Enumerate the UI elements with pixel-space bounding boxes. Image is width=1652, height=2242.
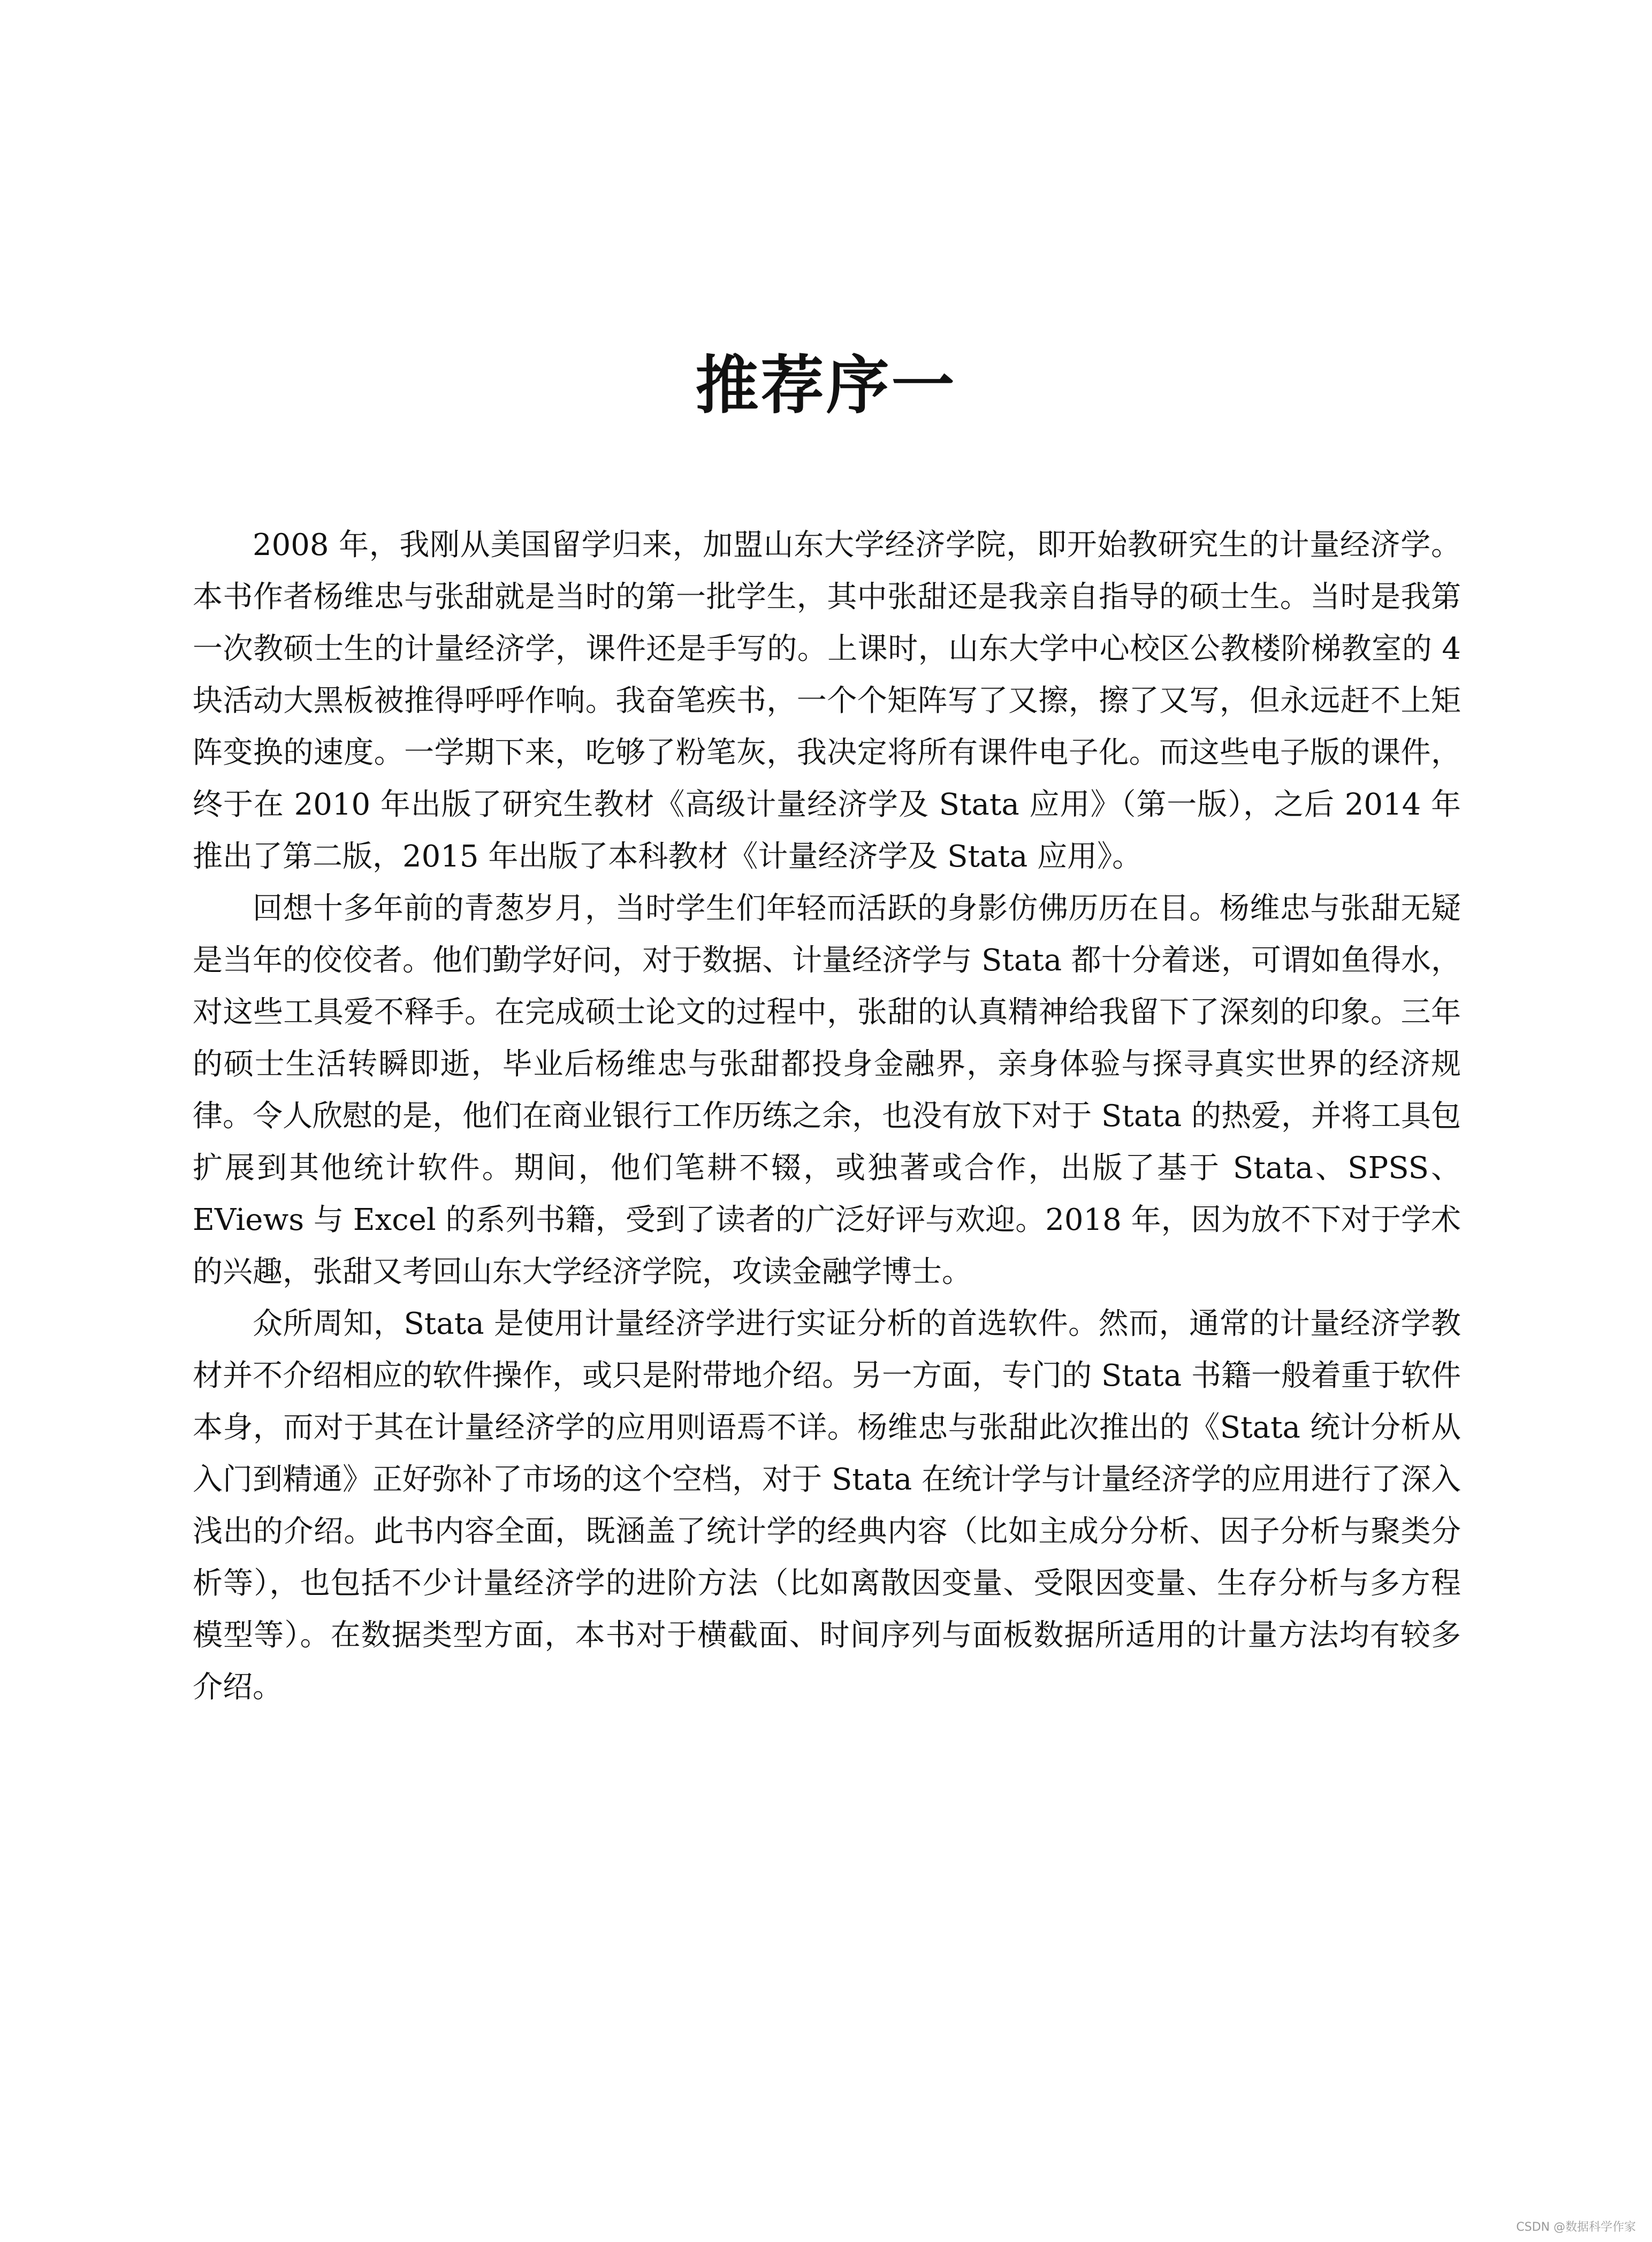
watermark: CSDN @数据科学作家 — [1516, 2221, 1636, 2234]
body-text — [193, 519, 1461, 1713]
paragraph-3: 众所周知，Stata 是使用计量经济学进行实证分析的首选软件。然而，通常的计量经济学教材并不介绍相应的软件操作，或只是附带地介绍。另一方面，专门的 Stata 书籍一般着重于软件本身，而对于其在计量经济学的应用则语焉不详。杨维忠与张甜此次推出的《Stata 统计分析从入门到精通》正好弥补了市场的这个空档，对于 Stata 在统计学与计量经济学的应用进行了深入浅出的介绍。此书内容全面，既涵盖了统计学的经典内容（比如主成分分析、因子分析与聚类分析等），也包括不少计量经济学的进阶方法（比如离散因变量、受限因变量、生存分析与多方程模型等）。在数据类型方面，本书对于横截面、时间序列与面板数据所适用的计量方法均有较多介绍。 — [193, 1306, 1461, 1705]
paragraph-1: 2008 年，我刚从美国留学归来，加盟山东大学经济学院，即开始教研究生的计量经济学。本书作者杨维忠与张甜就是当时的第一批学生，其中张甜还是我亲自指导的硕士生。当时是我第一次教硕士生的计量经济学，课件还是手写的。上课时，山东大学中心校区公教楼阶梯教室的 4 块活动大黑板被推得呼呼作响。我奋笔疾书，一个个矩阵写了又擦，擦了又写，但永远赶不上矩阵变换的速度。一学期下来，吃够了粉笔灰，我决定将所有课件电子化。而这些电子版的课件，终于在 2010 年出版了研究生教材《高级计量经济学及 Stata 应用》（第一版），之后 2014 年推出了第二版，2015 年出版了本科教材《计量经济学及 Stata 应用》。 — [193, 528, 1461, 874]
page-title: 推荐序一 — [695, 348, 957, 422]
paragraph-2: 回想十多年前的青葱岁月，当时学生们年轻而活跃的身影仿佛历历在目。杨维忠与张甜无疑是当年的佼佼者。他们勤学好问，对于数据、计量经济学与 Stata 都十分着迷，可谓如鱼得水，对这些工具爱不释手。在完成硕士论文的过程中，张甜的认真精神给我留下了深刻的印象。三年的硕士生活转瞬即逝，毕业后杨维忠与张甜都投身金融界，亲身体验与探寻真实世界的经济规律。令人欣慰的是，他们在商业银行工作历练之余，也没有放下对于 Stata 的热爱，并将工具包扩展到其他统计软件。期间，他们笔耕不辍，或独著或合作，出版了基于 Stata、SPSS、EViews 与 Excel 的系列书籍，受到了读者的广泛好评与欢迎。2018 年，因为放不下对于学术的兴趣，张甜又考回山东大学经济学院，攻读金融学博士。 — [193, 891, 1461, 1289]
